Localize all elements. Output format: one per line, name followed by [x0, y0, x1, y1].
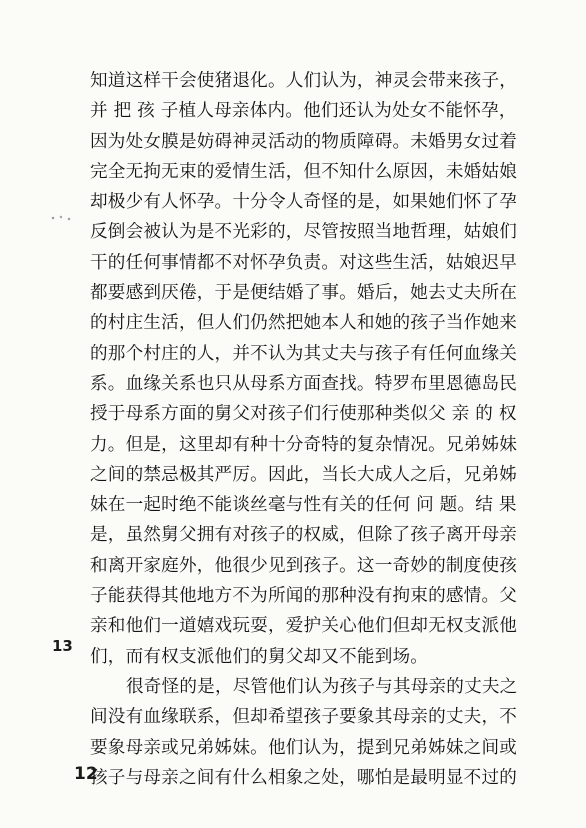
- text-line: 并 把 孩 子植人母亲体内。他们还认为处女不能怀孕，: [90, 101, 517, 122]
- text-line: 要象母亲或兄弟姊妹。他们认为，提到兄弟姊妹之间或: [90, 737, 518, 758]
- text-line: 力。但是，这里却有种十分奇特的复杂情况。兄弟姊妹: [90, 434, 518, 455]
- text-line: 的那个村庄的人，并不认为其丈夫与孩子有任何血缘关: [90, 343, 518, 364]
- text-line: 都要感到厌倦，于是便结婚了事。婚后，她去丈夫所在: [90, 283, 518, 304]
- text-line: 是，虽然舅父拥有对孩子的权威，但除了孩子离开母亲: [90, 525, 518, 546]
- text-line: 子能获得其他地方不为所闻的那种没有拘束的感情。父: [90, 586, 518, 607]
- text-line: 和离开家庭外，他很少见到孩子。这一奇妙的制度使孩: [90, 555, 518, 576]
- text-line: 的村庄生活，但人们仍然把她本人和她的孩子当作她来: [90, 313, 518, 334]
- text-line: 们，而有权支派他们的舅父却又不能到场。: [90, 646, 429, 667]
- text-line: 之间的禁忌极其严厉。因此，当长大成人之后，兄弟姊: [90, 464, 518, 485]
- text-line: 完全无拘无束的爱情生活，但不知什么原因，未婚姑娘: [90, 161, 518, 182]
- text-line: 系。血缘关系也只从母系方面查找。特罗布里恩德岛民: [90, 373, 518, 394]
- text-line: 知道这样干会使猪退化。人们认为，神灵会带来孩子，: [90, 71, 518, 91]
- paragraph-start-line: 很奇怪的是，尽管他们认为孩子与其母亲的丈夫之: [126, 676, 518, 697]
- text-line: 孩子与母亲之间有什么相象之处，哪怕是最明显不过的: [90, 767, 518, 788]
- page-number: 12: [74, 764, 98, 784]
- scan-speck: [50, 214, 76, 222]
- text-line: 干的任何事情都不对怀孕负责。对这些生活，姑娘迟早: [90, 252, 518, 273]
- text-line: 因为处女膜是妨碍神灵活动的物质障碍。未婚男女过着: [90, 131, 518, 152]
- text-line: 却极少有人怀孕。十分令人奇怪的是，如果她们怀了孕: [90, 192, 518, 213]
- margin-number: 13: [52, 637, 73, 655]
- text-line: 亲和他们一道嬉戏玩耍，爱护关心他们但却无权支派他: [90, 616, 518, 637]
- text-line: 反倒会被认为是不光彩的，尽管按照当地哲理，姑娘们: [90, 222, 518, 243]
- text-line: 间没有血缘联系，但却希望孩子要象其母亲的丈夫，不: [90, 707, 518, 728]
- body-text: [90, 66, 520, 793]
- text-line: 妹在一起时绝不能谈丝毫与性有关的任何 问 题。结 果: [90, 495, 517, 516]
- text-line: 授于母系方面的舅父对孩子们行使那种类似父 亲 的 权: [90, 404, 517, 425]
